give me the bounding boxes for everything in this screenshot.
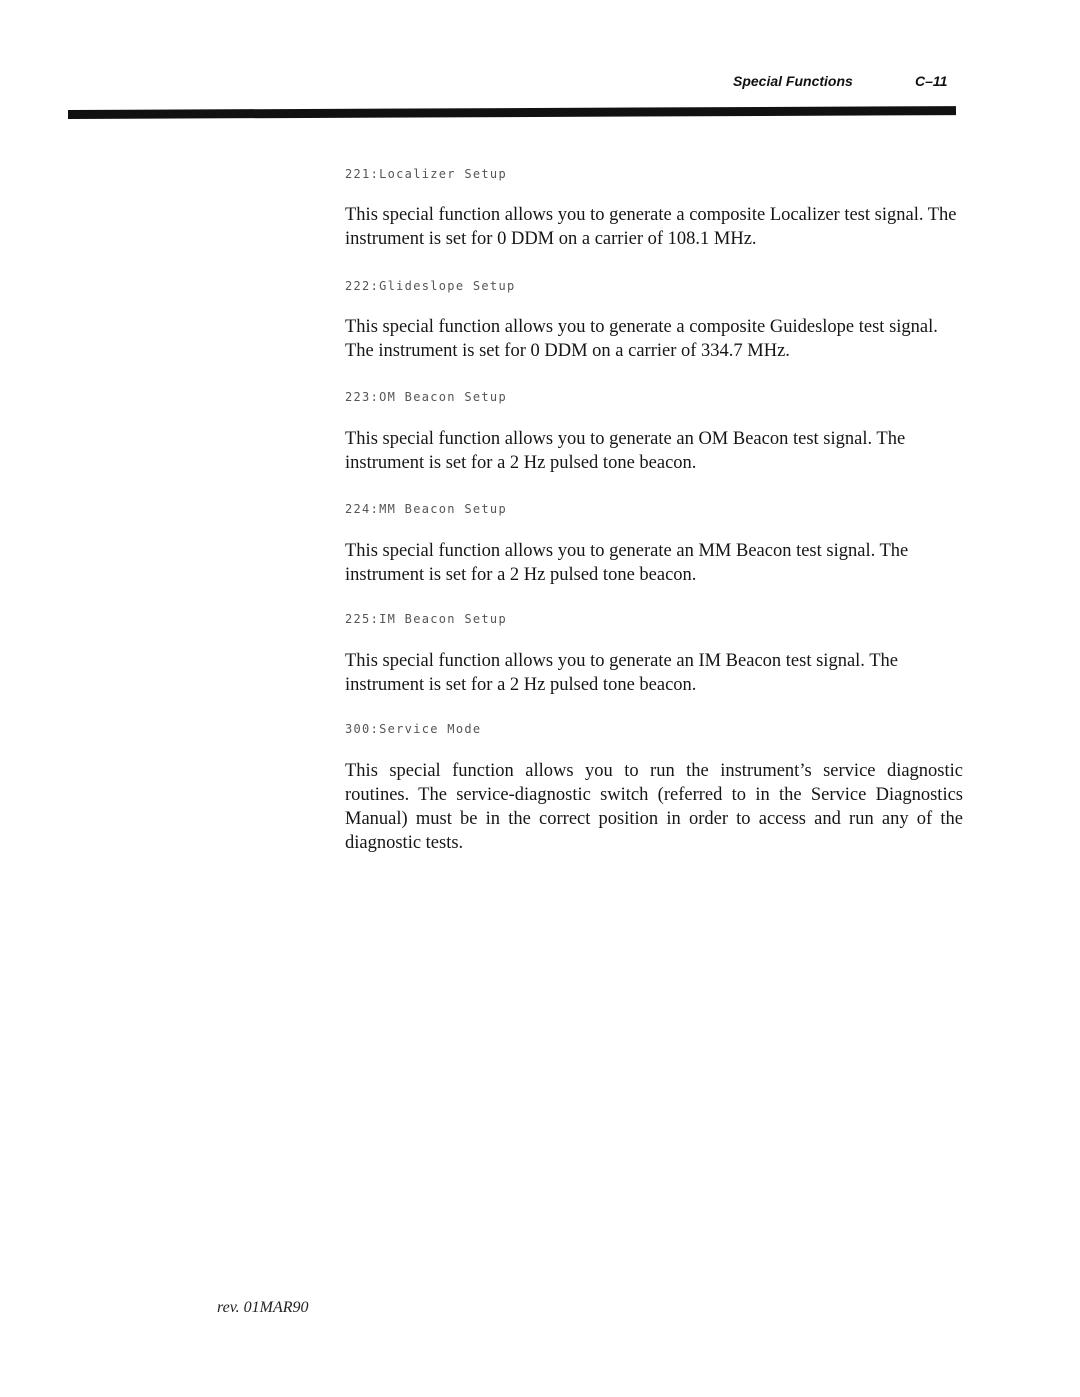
entry-description: This special function allows you to generate an IM Beacon test signal. The instrument is set for a 2 Hz pulsed tone beacon. <box>345 651 898 695</box>
page-number: C–11 <box>915 73 948 89</box>
entry-description: This special function allows you to generate a composite Guideslope test signal. The instrument is set for 0 DDM on a carrier of 334.7 MHz. <box>345 317 938 361</box>
entry-description: This special function allows you to generate an OM Beacon test signal. The instrument is set for a 2 Hz pulsed tone beacon. <box>345 429 906 473</box>
entry-code: 222:Glideslope Setup <box>345 279 516 293</box>
entry-description: This special function allows you to run the instrument’s service diagnostic routines. The service-diagnostic switch (referred to in the Service Diagnostics Manual) must be in the correct position in order to access and run any of the diagnostic tests. <box>345 761 963 853</box>
running-head-section-title: Special Functions <box>733 73 853 89</box>
revision-footer: rev. 01MAR90 <box>217 1299 309 1316</box>
entry-description: This special function allows you to generate an MM Beacon test signal. The instrument is set for a 2 Hz pulsed tone beacon. <box>345 541 909 585</box>
entry-description: This special function allows you to generate a composite Localizer test signal. The instrument is set for 0 DDM on a carrier of 108.1 MHz. <box>345 205 957 249</box>
entry-code: 221:Localizer Setup <box>345 167 507 181</box>
header-rule <box>68 106 956 119</box>
entry-code: 225:IM Beacon Setup <box>345 612 507 626</box>
entry-code: 223:OM Beacon Setup <box>345 390 507 404</box>
entry-code: 300:Service Mode <box>345 722 482 736</box>
entry-code: 224:MM Beacon Setup <box>345 502 507 516</box>
